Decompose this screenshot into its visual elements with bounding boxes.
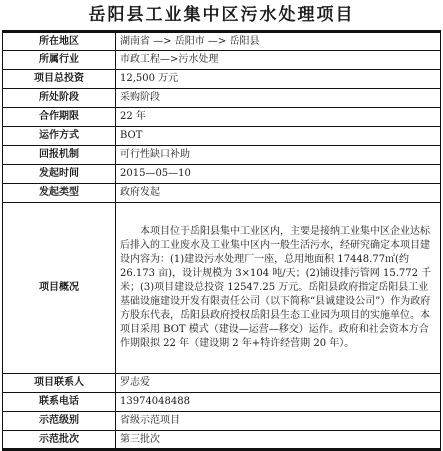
- label-demo-level: 示范级别: [3, 412, 116, 431]
- label-stage: 所处阶段: [3, 89, 116, 108]
- label-cooperation-term: 合作期限: [3, 108, 116, 127]
- value-launch-type: 政府发起: [116, 184, 441, 203]
- value-demo-batch: 第三批次: [116, 431, 441, 450]
- label-operation-mode: 运作方式: [3, 127, 116, 146]
- value-total-investment: 12,500 万元: [116, 70, 441, 89]
- label-launch-type: 发起类型: [3, 184, 116, 203]
- value-region: 湖南省 —> 岳阳市 —> 岳阳县: [116, 32, 441, 51]
- row-region: [3, 32, 441, 51]
- row-total-investment: [3, 70, 441, 89]
- label-launch-date: 发起时间: [3, 165, 116, 184]
- row-industry: [3, 51, 441, 70]
- row-demo-level: [3, 412, 441, 431]
- label-region: 所在地区: [3, 32, 116, 51]
- value-demo-level: 省级示范项目: [116, 412, 441, 431]
- value-overview: 本项目位于岳阳县集中工业区内，主要是接纳工业集中区企业达标后排入的工业废水及工业集中区内一般生活污水，经研究确定本项目建设内容为：(1)建设污水处理厂一座，总用地面积 17448.77㎡(约 26.173 亩)，设计规模为 3×104 吨/天；(2)铺设排污管网 15.772 千米；(3)项目建设总投资 12547.25 万元。岳阳县政府指定岳阳县工业基础设施建设开发有限责任公司（以下简称“县诚建设公司”）作为政府方股东代表，岳阳县政府授权岳阳县生态工业园为项目的实施单位。本项目采用 BOT 模式（建设—运营—移交）运作。政府和社会资本方合作期限拟 22 年（建设期 2 年+特许经营期 20 年）。: [116, 203, 441, 374]
- label-total-investment: 项目总投资: [3, 70, 116, 89]
- value-operation-mode: BOT: [116, 127, 441, 146]
- row-phone: [3, 393, 441, 412]
- label-contact: 项目联系人: [3, 374, 116, 393]
- row-demo-batch: [3, 431, 441, 450]
- value-return-mechanism: 可行性缺口补助: [116, 146, 441, 165]
- label-phone: 联系电话: [3, 393, 116, 412]
- value-cooperation-term: 22 年: [116, 108, 441, 127]
- value-contact: 罗志爱: [116, 374, 441, 393]
- project-info-table: [2, 30, 441, 451]
- label-return-mechanism: 回报机制: [3, 146, 116, 165]
- row-cooperation-term: [3, 108, 441, 127]
- document-title: 岳阳县工业集中区污水处理项目: [88, 5, 355, 25]
- row-operation-mode: [3, 127, 441, 146]
- row-launch-type: [3, 184, 441, 203]
- label-industry: 所属行业: [3, 51, 116, 70]
- label-overview: 项目概况: [3, 203, 116, 374]
- row-stage: [3, 89, 441, 108]
- row-return-mechanism: [3, 146, 441, 165]
- row-overview: [3, 203, 441, 374]
- value-industry: 市政工程—>污水处理: [116, 51, 441, 70]
- value-stage: 采购阶段: [116, 89, 441, 108]
- row-contact: [3, 374, 441, 393]
- row-launch-date: [3, 165, 441, 184]
- label-demo-batch: 示范批次: [3, 431, 116, 450]
- value-phone: 13974048488: [116, 393, 441, 412]
- value-launch-date: 2015—05—10: [116, 165, 441, 184]
